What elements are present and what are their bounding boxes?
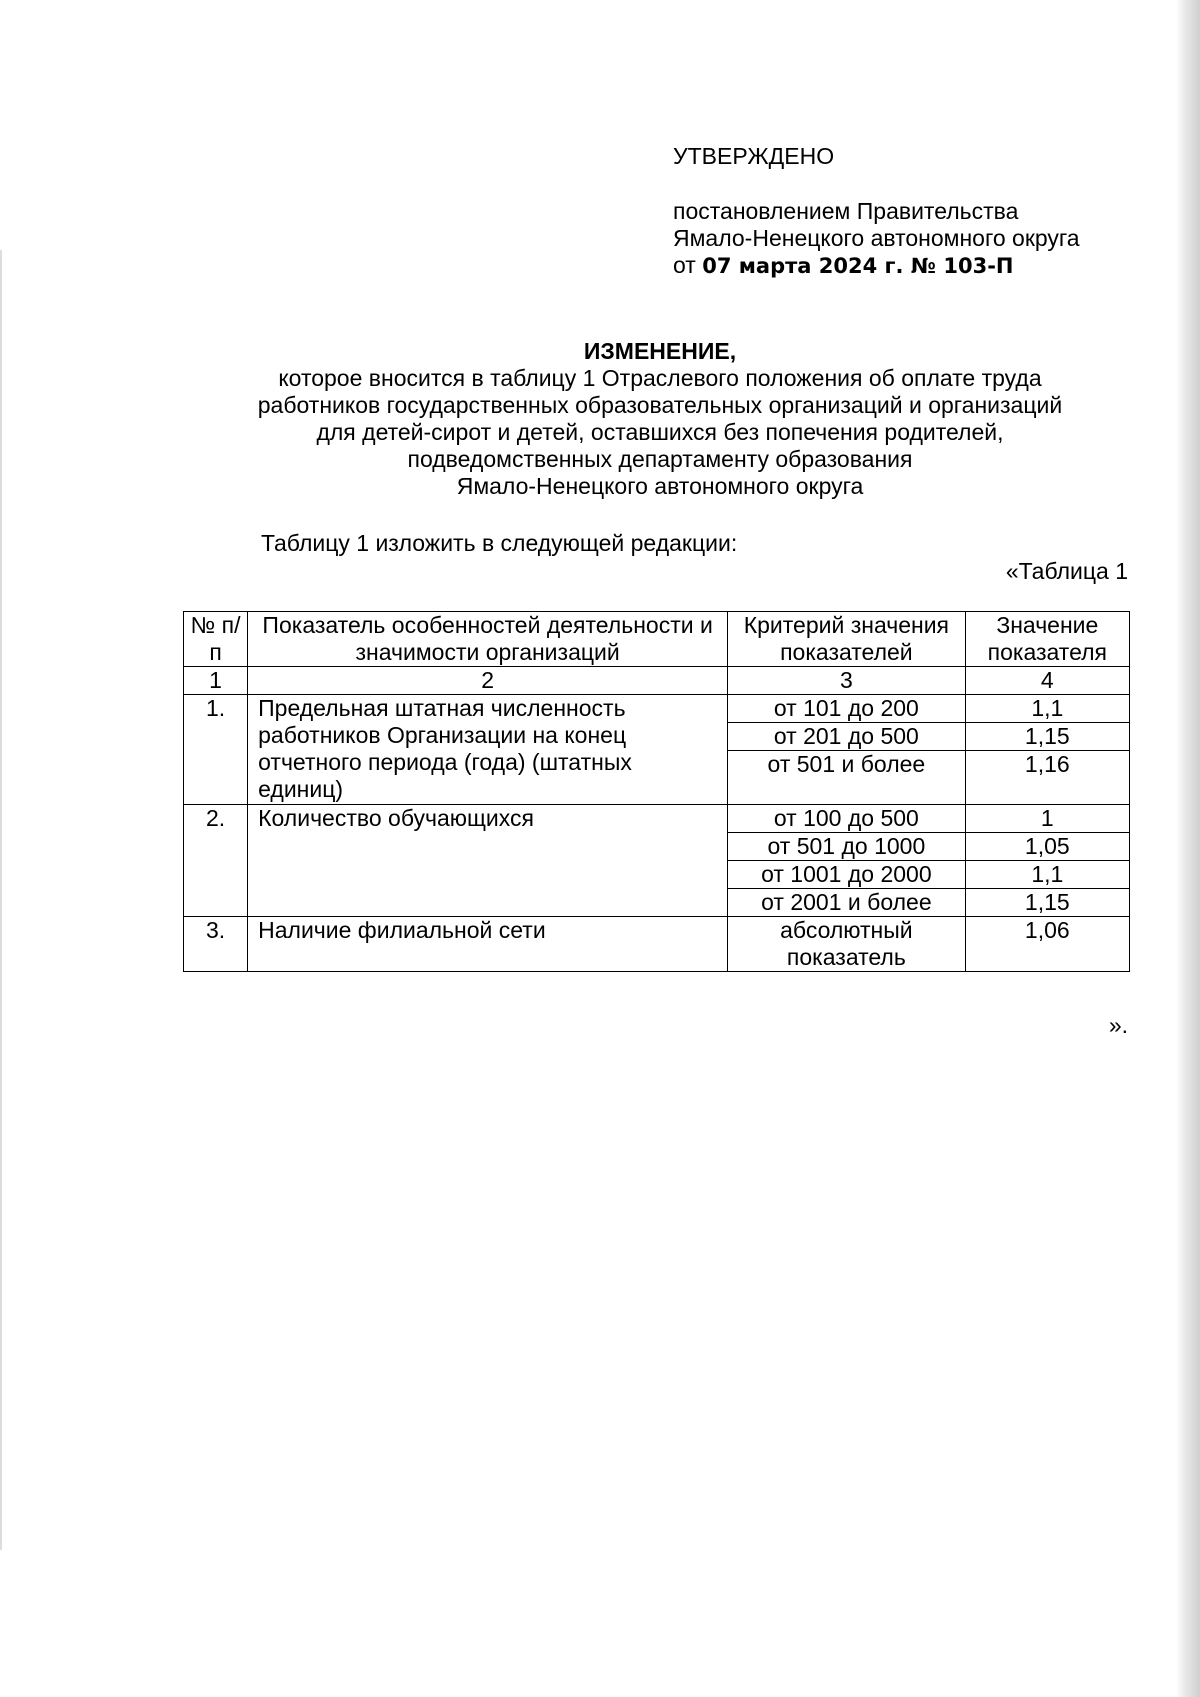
table-row [184,805,1130,833]
approval-line-1: постановлением Правительства [673,198,1019,224]
row-indicator: Наличие филиальной сети [248,917,728,972]
table-label: «Таблица 1 [1005,558,1128,584]
row-indicator: Предельная штатная численность работников Организации на конец отчетного периода (года) (штатных единиц) [248,695,728,805]
title-line-3: для детей-сирот и детей, оставшихся без попечения родителей, [316,419,1004,445]
intro-text: Таблицу 1 изложить в следующей редакции: [261,530,738,556]
table-header-row [184,612,1130,667]
title-line-5: Ямало-Ненецкого автономного округа [456,473,864,499]
row-value: 1,06 [965,917,1129,972]
col-number: 2 [248,667,728,695]
row-value: 1,16 [965,751,1129,805]
table-col-numbers-row [184,667,1130,695]
row-value: 1,1 [965,861,1129,889]
scan-margin-line [0,250,2,1550]
header-num: № п/п [184,612,248,667]
row-value: 1,15 [965,723,1129,751]
approval-date-prefix: от [673,252,696,278]
title-heading: ИЗМЕНЕНИЕ, [583,338,737,364]
row-value: 1,15 [965,889,1129,917]
row-criterion: абсолютный показатель [728,917,966,972]
row-value: 1 [965,805,1129,833]
row-num: 2. [184,805,248,917]
title-line-1: которое вносится в таблицу 1 Отраслевого положения об оплате труда [278,365,1042,391]
document-title [170,338,1150,500]
approval-date [673,252,1014,280]
row-criterion: от 501 и более [728,751,966,805]
approval-line-2: Ямало-Ненецкого автономного округа [673,225,1080,251]
col-number: 1 [184,667,248,695]
table-row [184,695,1130,723]
title-line-2: работников государственных образовательных организаций и организаций [257,392,1063,418]
approval-label: УТВЕРЖДЕНО [673,143,835,169]
title-line-4: подведомственных департаменту образования [407,446,913,472]
header-criterion: Критерий значения показателей [728,612,966,667]
row-criterion: от 2001 и более [728,889,966,917]
approval-date-number: 07 марта 2024 г. № 103-П [702,254,1014,278]
row-value: 1,1 [965,695,1129,723]
row-indicator: Количество обучающихся [248,805,728,917]
row-criterion: от 1001 до 2000 [728,861,966,889]
header-indicator: Показатель особенностей деятельности и значимости организаций [248,612,728,667]
row-criterion: от 501 до 1000 [728,833,966,861]
col-number: 3 [728,667,966,695]
header-value: Значение показателя [965,612,1129,667]
row-criterion: от 101 до 200 [728,695,966,723]
closing-quote: ». [1108,1012,1128,1038]
row-num: 1. [184,695,248,805]
col-number: 4 [965,667,1129,695]
row-criterion: от 100 до 500 [728,805,966,833]
page-edge-shadow [1176,0,1200,1697]
row-num: 3. [184,917,248,972]
table-row [184,917,1130,972]
row-criterion: от 201 до 500 [728,723,966,751]
indicator-table [183,611,1130,972]
row-value: 1,05 [965,833,1129,861]
